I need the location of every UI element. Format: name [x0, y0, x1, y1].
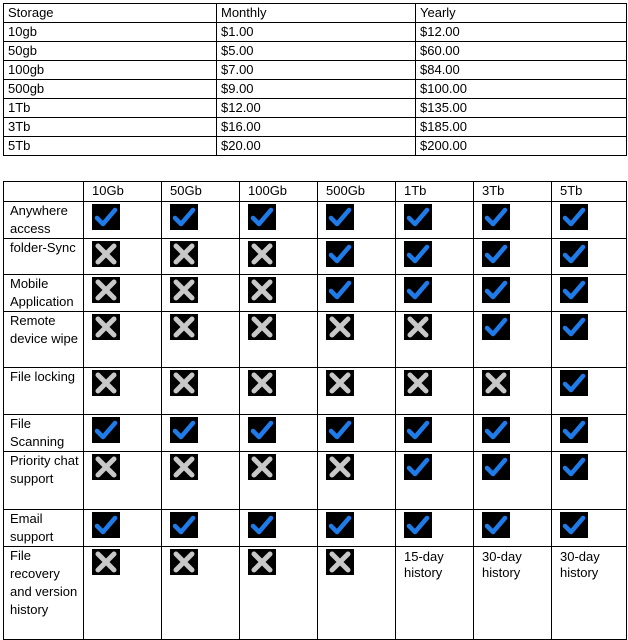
feature-cell: [474, 368, 552, 415]
feature-row: [4, 510, 627, 547]
feature-cell: [552, 452, 627, 510]
checkmark-icon: [404, 241, 432, 267]
features-header-cell: 3Tb: [474, 182, 552, 202]
feature-cell: [318, 312, 396, 368]
checkmark-icon: [482, 512, 510, 538]
history-text: 30-day history: [482, 549, 522, 580]
checkmark-icon: [92, 512, 120, 538]
feature-cell: [396, 312, 474, 368]
pricing-cell: $12.00: [416, 23, 627, 42]
checkmark-icon: [404, 277, 432, 303]
cross-icon: [92, 314, 120, 340]
feature-row: [4, 202, 627, 239]
features-header-cell: 50Gb: [162, 182, 240, 202]
feature-cell: [318, 368, 396, 415]
feature-cell: [396, 275, 474, 312]
feature-cell: [162, 510, 240, 547]
feature-label: Priority chat support: [4, 452, 84, 510]
cross-icon: [248, 314, 276, 340]
pricing-cell: $16.00: [217, 118, 416, 137]
pricing-cell: $5.00: [217, 42, 416, 61]
feature-cell: [396, 415, 474, 452]
features-header-cell: 1Tb: [396, 182, 474, 202]
feature-cell: [162, 547, 240, 640]
feature-cell: [474, 510, 552, 547]
feature-cell: [318, 510, 396, 547]
features-header-cell: 500Gb: [318, 182, 396, 202]
history-text: 15-day history: [404, 549, 444, 580]
feature-cell: [240, 415, 318, 452]
feature-row: [4, 275, 627, 312]
feature-cell: [240, 202, 318, 239]
feature-cell: [552, 415, 627, 452]
feature-cell: [396, 547, 474, 640]
features-header-cell: 5Tb: [552, 182, 627, 202]
feature-cell: [318, 415, 396, 452]
feature-cell: [240, 452, 318, 510]
feature-row: [4, 368, 627, 415]
features-header-row: [4, 182, 627, 202]
checkmark-icon: [326, 417, 354, 443]
checkmark-icon: [404, 454, 432, 480]
checkmark-icon: [560, 277, 588, 303]
feature-label: Remote device wipe: [4, 312, 84, 368]
checkmark-icon: [326, 277, 354, 303]
feature-cell: [84, 368, 162, 415]
feature-cell: [474, 547, 552, 640]
cross-icon: [326, 454, 354, 480]
feature-label: File locking: [4, 368, 84, 415]
pricing-cell: $84.00: [416, 61, 627, 80]
feature-cell: [162, 202, 240, 239]
feature-cell: [240, 368, 318, 415]
feature-cell: [162, 239, 240, 275]
checkmark-icon: [482, 277, 510, 303]
cross-icon: [404, 314, 432, 340]
feature-cell: [396, 239, 474, 275]
pricing-cell: 100gb: [4, 61, 217, 80]
feature-cell: [84, 312, 162, 368]
feature-cell: [318, 547, 396, 640]
feature-cell: [474, 239, 552, 275]
pricing-cell: 1Tb: [4, 99, 217, 118]
pricing-cell: 3Tb: [4, 118, 217, 137]
cross-icon: [170, 241, 198, 267]
feature-row: [4, 415, 627, 452]
cross-icon: [326, 549, 354, 575]
cross-icon: [404, 370, 432, 396]
checkmark-icon: [560, 241, 588, 267]
feature-cell: [474, 202, 552, 239]
feature-cell: [162, 452, 240, 510]
checkmark-icon: [560, 204, 588, 230]
feature-row: [4, 312, 627, 368]
pricing-cell: 50gb: [4, 42, 217, 61]
pricing-row: [4, 23, 627, 42]
pricing-row: [4, 42, 627, 61]
checkmark-icon: [560, 417, 588, 443]
feature-cell: [84, 275, 162, 312]
checkmark-icon: [482, 454, 510, 480]
cross-icon: [170, 277, 198, 303]
pricing-cell: $9.00: [217, 80, 416, 99]
checkmark-icon: [248, 512, 276, 538]
features-header-cell: 100Gb: [240, 182, 318, 202]
feature-cell: [552, 368, 627, 415]
feature-row: [4, 547, 627, 640]
pricing-cell: $60.00: [416, 42, 627, 61]
pricing-cell: $135.00: [416, 99, 627, 118]
pricing-header-cell: Yearly: [416, 4, 627, 23]
pricing-cell: 5Tb: [4, 137, 217, 156]
cross-icon: [326, 370, 354, 396]
checkmark-icon: [170, 204, 198, 230]
feature-row: [4, 452, 627, 510]
checkmark-icon: [248, 417, 276, 443]
checkmark-icon: [326, 204, 354, 230]
feature-cell: [318, 275, 396, 312]
pricing-row: [4, 61, 627, 80]
checkmark-icon: [92, 204, 120, 230]
feature-cell: [318, 452, 396, 510]
feature-cell: [162, 312, 240, 368]
feature-cell: [552, 510, 627, 547]
checkmark-icon: [482, 417, 510, 443]
features-header-cell: 10Gb: [84, 182, 162, 202]
feature-label: Mobile Application: [4, 275, 84, 312]
cross-icon: [92, 241, 120, 267]
pricing-cell: 10gb: [4, 23, 217, 42]
feature-cell: [552, 312, 627, 368]
checkmark-icon: [404, 417, 432, 443]
cross-icon: [248, 241, 276, 267]
pricing-cell: $1.00: [217, 23, 416, 42]
feature-label: Anywhere access: [4, 202, 84, 239]
checkmark-icon: [404, 512, 432, 538]
feature-cell: [240, 510, 318, 547]
feature-cell: [396, 452, 474, 510]
pricing-cell: $100.00: [416, 80, 627, 99]
pricing-cell: $185.00: [416, 118, 627, 137]
feature-cell: [240, 312, 318, 368]
feature-cell: [396, 202, 474, 239]
feature-label: File Scanning: [4, 415, 84, 452]
cross-icon: [92, 454, 120, 480]
checkmark-icon: [560, 512, 588, 538]
checkmark-icon: [482, 204, 510, 230]
feature-cell: [552, 202, 627, 239]
cross-icon: [92, 370, 120, 396]
checkmark-icon: [482, 241, 510, 267]
cross-icon: [170, 549, 198, 575]
checkmark-icon: [92, 417, 120, 443]
feature-label: File recovery and version history: [4, 547, 84, 640]
checkmark-icon: [404, 204, 432, 230]
pricing-row: [4, 80, 627, 99]
feature-cell: [552, 239, 627, 275]
cross-icon: [326, 314, 354, 340]
feature-cell: [240, 547, 318, 640]
pricing-cell: 500gb: [4, 80, 217, 99]
pricing-row: [4, 118, 627, 137]
cross-icon: [248, 370, 276, 396]
checkmark-icon: [482, 314, 510, 340]
feature-cell: [84, 415, 162, 452]
cross-icon: [482, 370, 510, 396]
cross-icon: [170, 370, 198, 396]
feature-row: [4, 239, 627, 275]
pricing-cell: $200.00: [416, 137, 627, 156]
pricing-header-cell: Storage: [4, 4, 217, 23]
features-header-corner: [4, 182, 84, 202]
feature-label: Email support: [4, 510, 84, 547]
feature-cell: [474, 415, 552, 452]
feature-cell: [396, 368, 474, 415]
feature-cell: [552, 275, 627, 312]
features-table: [3, 181, 627, 640]
pricing-table: [3, 3, 627, 156]
feature-cell: [162, 415, 240, 452]
feature-cell: [84, 547, 162, 640]
feature-cell: [84, 510, 162, 547]
checkmark-icon: [326, 512, 354, 538]
feature-cell: [162, 368, 240, 415]
checkmark-icon: [560, 314, 588, 340]
pricing-cell: $12.00: [217, 99, 416, 118]
feature-cell: [240, 275, 318, 312]
feature-cell: [84, 202, 162, 239]
cross-icon: [170, 454, 198, 480]
checkmark-icon: [560, 370, 588, 396]
feature-cell: [552, 547, 627, 640]
checkmark-icon: [326, 241, 354, 267]
cross-icon: [248, 277, 276, 303]
pricing-header-cell: Monthly: [217, 4, 416, 23]
cross-icon: [248, 549, 276, 575]
history-text: 30-day history: [560, 549, 600, 580]
feature-cell: [474, 312, 552, 368]
cross-icon: [92, 277, 120, 303]
feature-label: folder-Sync: [4, 239, 84, 275]
feature-cell: [474, 452, 552, 510]
feature-cell: [84, 452, 162, 510]
checkmark-icon: [170, 512, 198, 538]
cross-icon: [248, 454, 276, 480]
feature-cell: [474, 275, 552, 312]
feature-cell: [162, 275, 240, 312]
feature-cell: [318, 202, 396, 239]
feature-cell: [240, 239, 318, 275]
pricing-row: [4, 137, 627, 156]
checkmark-icon: [170, 417, 198, 443]
cross-icon: [92, 549, 120, 575]
feature-cell: [318, 239, 396, 275]
cross-icon: [170, 314, 198, 340]
pricing-header-row: [4, 4, 627, 23]
checkmark-icon: [248, 204, 276, 230]
pricing-cell: $7.00: [217, 61, 416, 80]
feature-cell: [84, 239, 162, 275]
pricing-row: [4, 99, 627, 118]
checkmark-icon: [560, 454, 588, 480]
pricing-cell: $20.00: [217, 137, 416, 156]
feature-cell: [396, 510, 474, 547]
